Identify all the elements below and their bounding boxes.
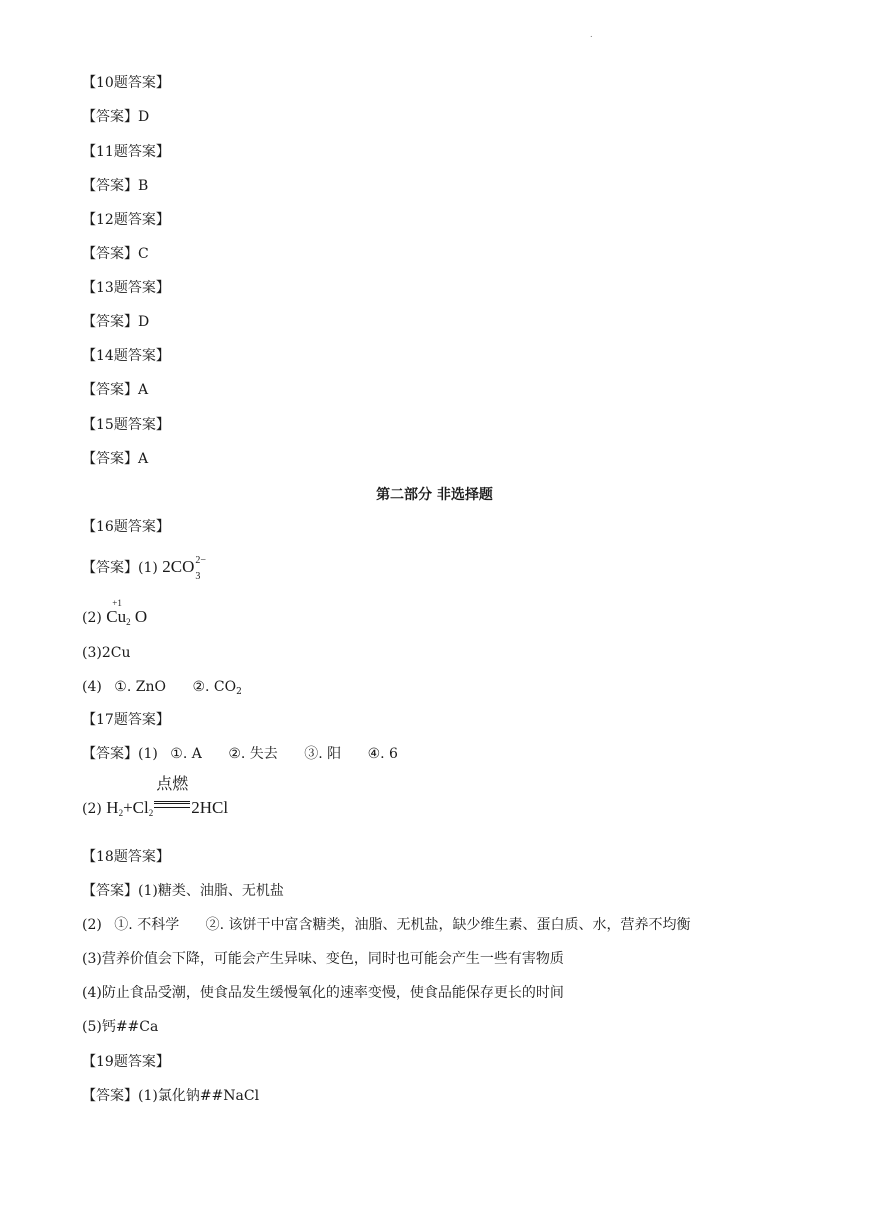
q17-heading: 【17题答案】 <box>82 712 170 728</box>
q13-answer: 【答案】D <box>82 314 150 330</box>
q18-part1: 【答案】(1)糖类、油脂、无机盐 <box>82 883 284 899</box>
q16-part1 <box>82 555 207 583</box>
q17-item2: ②. 失去 <box>228 746 278 762</box>
chlorine-subscript: 2 <box>148 808 154 818</box>
q16-part3: (3)2Cu <box>82 645 131 661</box>
copper-oxide-formula <box>106 598 148 631</box>
q12-answer: 【答案】C <box>82 246 149 262</box>
q12-heading: 【12题答案】 <box>82 212 170 228</box>
q10-heading: 【10题答案】 <box>82 75 170 91</box>
q15-answer: 【答案】A <box>82 451 149 467</box>
section-title: 第二部分 非选择题 <box>376 487 493 503</box>
q18-part2-item1: ①. 不科学 <box>114 917 180 933</box>
q17-item3: ③. 阳 <box>304 746 342 762</box>
q11-answer: 【答案】B <box>82 178 149 194</box>
q11-heading: 【11题答案】 <box>82 144 170 160</box>
header-mark: . <box>590 30 593 39</box>
reaction-condition: 点燃 <box>156 776 189 793</box>
q14-heading: 【14题答案】 <box>82 348 170 364</box>
equals-bars <box>154 801 190 808</box>
q18-part4: (4)防止食品受潮，使食品发生缓慢氧化的速率变慢，使食品能保存更长的时间 <box>82 985 564 1001</box>
q19-part1: 【答案】(1)氯化钠##NaCl <box>82 1088 260 1104</box>
carbonate-subscript: 3 <box>195 571 201 583</box>
q16-part1-label: 【答案】(1) <box>82 560 158 576</box>
carbonate-formula <box>162 555 207 583</box>
copper-subscript: 2 <box>126 617 131 627</box>
carbonate-sup-sub <box>194 555 207 583</box>
q16-part4-label: (4) <box>82 679 102 695</box>
q10-answer: 【答案】D <box>82 109 150 125</box>
q18-part5: (5)钙##Ca <box>82 1019 159 1035</box>
q17-part2 <box>82 776 229 822</box>
q13-heading: 【13题答案】 <box>82 280 170 296</box>
q16-part4-item1: ①. ZnO <box>114 679 166 695</box>
q17-part1 <box>82 745 398 763</box>
copper-valence: +1 <box>112 598 122 608</box>
co2-subscript: 2 <box>236 687 242 697</box>
oxygen-symbol: O <box>134 607 148 626</box>
q18-part2-label: (2) <box>82 917 102 933</box>
q16-part2 <box>82 598 148 631</box>
q16-part4 <box>82 678 242 701</box>
q17-part1-label: 【答案】(1) <box>82 746 158 762</box>
co2-base: ②. CO <box>192 679 237 695</box>
q18-part3: (3)营养价值会下降，可能会产生异味、变色，同时也可能会产生一些有害物质 <box>82 951 564 967</box>
chlorine-symbol: +Cl <box>123 798 149 817</box>
combustion-equation <box>106 776 229 818</box>
hydrogen-subscript: 2 <box>118 808 124 818</box>
carbonate-charge: 2− <box>195 555 207 567</box>
q16-heading: 【16题答案】 <box>82 519 170 535</box>
reaction-product: 2HCl <box>191 798 229 817</box>
q15-heading: 【15题答案】 <box>82 417 170 433</box>
q17-part2-label: (2) <box>82 801 102 817</box>
q16-part2-label: (2) <box>82 610 102 626</box>
reaction-condition-sign <box>154 776 190 813</box>
q17-item4: ④. 6 <box>367 746 398 762</box>
carbonate-base: 2CO <box>162 557 195 576</box>
hydrogen-symbol: H <box>106 798 119 817</box>
q17-item1: ①. A <box>170 746 202 762</box>
q18-part2 <box>82 916 691 934</box>
q19-heading: 【19题答案】 <box>82 1054 170 1070</box>
q16-part4-item2 <box>192 679 241 695</box>
q18-part2-item2: ②. 该饼干中富含糖类，油脂、无机盐，缺少维生素、蛋白质、水，营养不均衡 <box>205 917 691 933</box>
q18-heading: 【18题答案】 <box>82 849 170 865</box>
copper-symbol: Cu <box>106 607 127 626</box>
q14-answer: 【答案】A <box>82 382 149 398</box>
